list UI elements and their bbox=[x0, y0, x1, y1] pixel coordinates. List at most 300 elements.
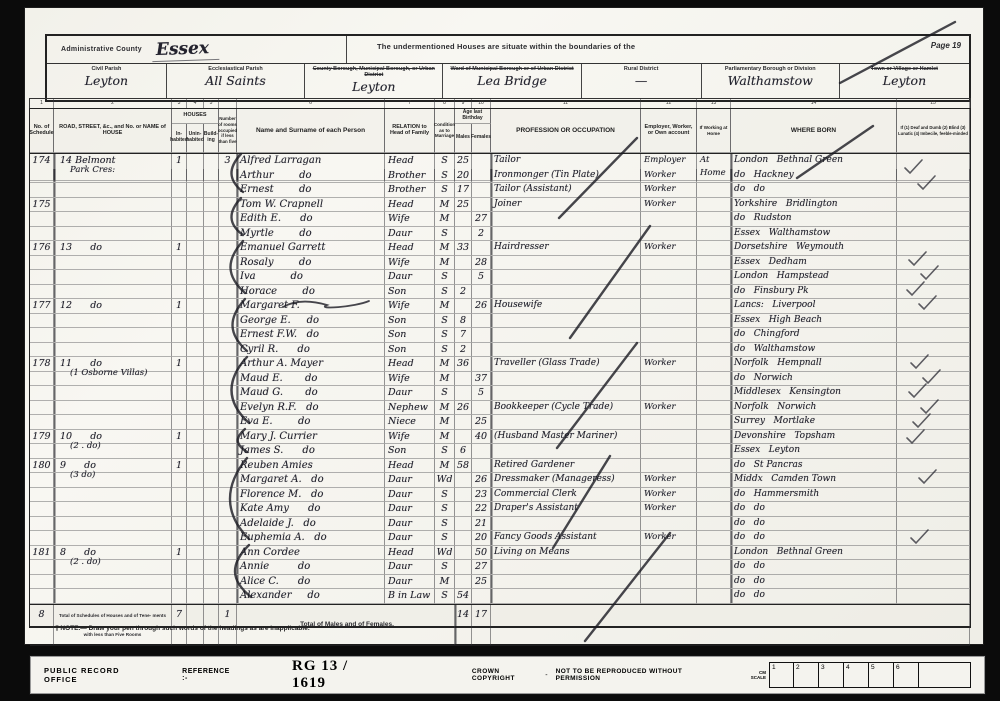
cell-employer bbox=[641, 314, 697, 329]
cell-rooms bbox=[219, 575, 237, 590]
cell-employer: Worker bbox=[641, 531, 697, 546]
cell-schedule bbox=[30, 560, 54, 575]
cell-relation: Head bbox=[385, 198, 435, 213]
cell-rooms bbox=[219, 560, 237, 575]
cell-age-male bbox=[455, 502, 472, 517]
cell-infirmity bbox=[897, 386, 970, 401]
cell-inhabited: 1 bbox=[172, 546, 187, 561]
column-number: 6 bbox=[237, 99, 385, 108]
cell-uninhabited bbox=[187, 328, 204, 343]
page-number: Page 19 bbox=[930, 41, 961, 50]
cell-relation: Head bbox=[385, 546, 435, 561]
cell-where-born: London Bethnal Green bbox=[731, 546, 897, 561]
cell-name: Tom W. Crapnell bbox=[237, 198, 385, 213]
table-body bbox=[29, 154, 971, 604]
cell-name: James S. do bbox=[237, 444, 385, 459]
cell-infirmity bbox=[897, 169, 970, 184]
cell-age-female bbox=[472, 183, 491, 198]
cell-working-home bbox=[697, 357, 731, 372]
cell-working-home: At Home bbox=[697, 154, 731, 181]
cell-age-female: 27 bbox=[472, 212, 491, 227]
cell-occupation: Dressmaker (Manageress) bbox=[491, 473, 641, 488]
cell-age-male bbox=[455, 546, 472, 561]
cm-ruler-cell: 1 bbox=[769, 662, 794, 688]
cell-condition: M bbox=[435, 372, 455, 387]
col-where-born: WHERE BORN bbox=[731, 109, 897, 153]
cell-age-male bbox=[455, 531, 472, 546]
cell-occupation: Hairdresser bbox=[491, 241, 641, 256]
col-occupation: PROFESSION OR OCCUPATION bbox=[491, 109, 641, 153]
cell-relation: Daur bbox=[385, 227, 435, 242]
cell-infirmity bbox=[897, 198, 970, 213]
cell-working-home bbox=[697, 343, 731, 358]
cell-inhabited bbox=[172, 502, 187, 517]
cell-uninhabited bbox=[187, 546, 204, 561]
col-houses-band: HOUSES bbox=[172, 109, 219, 124]
cell-working-home bbox=[697, 227, 731, 242]
table-row bbox=[30, 560, 970, 575]
cell-employer bbox=[641, 386, 697, 401]
cell-uninhabited bbox=[187, 183, 204, 198]
cell-employer bbox=[641, 328, 697, 343]
table-row bbox=[30, 328, 970, 343]
cell-schedule bbox=[30, 183, 54, 198]
table-row bbox=[30, 473, 970, 488]
cell-name: Annie do bbox=[237, 560, 385, 575]
cell-schedule bbox=[30, 589, 54, 604]
cell-rooms bbox=[219, 357, 237, 372]
table-row bbox=[30, 212, 970, 227]
cell-rooms bbox=[219, 227, 237, 242]
cell-schedule bbox=[30, 314, 54, 329]
cell-age-male bbox=[455, 299, 472, 314]
cell-employer bbox=[641, 299, 697, 314]
cell-age-male: 26 bbox=[455, 401, 472, 416]
cell-where-born: do St Pancras bbox=[731, 459, 897, 474]
table-row bbox=[30, 575, 970, 590]
cell-age-female bbox=[472, 285, 491, 300]
cell-inhabited bbox=[172, 415, 187, 430]
cell-where-born: Lancs: Liverpool bbox=[731, 299, 897, 314]
cell-inhabited bbox=[172, 183, 187, 198]
cell-inhabited bbox=[172, 198, 187, 213]
cell-age-female: 50 bbox=[472, 546, 491, 561]
cell-age-male bbox=[455, 430, 472, 445]
cell-uninhabited bbox=[187, 502, 204, 517]
col-males: Males bbox=[455, 124, 472, 153]
cell-street bbox=[54, 183, 172, 198]
cell-street bbox=[54, 227, 172, 242]
cell-building bbox=[204, 314, 219, 329]
cell-working-home bbox=[697, 589, 731, 604]
cell-relation: Wife bbox=[385, 256, 435, 271]
cell-age-female bbox=[472, 459, 491, 474]
cell-uninhabited bbox=[187, 270, 204, 285]
column-number: 15 bbox=[897, 99, 970, 108]
cell-building bbox=[204, 546, 219, 561]
cell-uninhabited bbox=[187, 256, 204, 271]
table-row bbox=[30, 589, 970, 604]
cell-infirmity bbox=[897, 256, 970, 271]
cell-building bbox=[204, 459, 219, 474]
cell-age-female: 26 bbox=[472, 473, 491, 488]
col-uninhabited: Unin-habited bbox=[187, 124, 204, 153]
cell-infirmity bbox=[897, 575, 970, 590]
cell-street: 13 do bbox=[54, 241, 172, 256]
col-building: Build-ing bbox=[204, 124, 219, 153]
cell-age-female: 5 bbox=[472, 270, 491, 285]
cell-inhabited: 1 bbox=[172, 241, 187, 256]
cell-building bbox=[204, 444, 219, 459]
cell-inhabited bbox=[172, 328, 187, 343]
cell-where-born: do do bbox=[731, 531, 897, 546]
cell-employer bbox=[641, 372, 697, 387]
cm-ruler-cell: 6 bbox=[894, 662, 919, 688]
cell-employer bbox=[641, 256, 697, 271]
cell-condition: S bbox=[435, 285, 455, 300]
cell-occupation: Tailor bbox=[491, 154, 641, 181]
cell-employer bbox=[641, 546, 697, 561]
cell-age-female: 25 bbox=[472, 575, 491, 590]
cell-inhabited bbox=[172, 444, 187, 459]
cell-schedule bbox=[30, 343, 54, 358]
cell-rooms bbox=[219, 488, 237, 503]
cell-street bbox=[54, 444, 172, 459]
cell-condition: S bbox=[435, 531, 455, 546]
cell-name: Horace do bbox=[237, 285, 385, 300]
cell-rooms bbox=[219, 531, 237, 546]
footnote: ¶ NOTE.— Draw your pen through such words of the headings as are inapplicable. bbox=[55, 625, 310, 632]
cell-schedule: 179 bbox=[30, 430, 54, 445]
cell-name: Euphemia A. do bbox=[237, 531, 385, 546]
cell-rooms bbox=[219, 212, 237, 227]
cell-infirmity bbox=[897, 343, 970, 358]
cell-schedule: 181 bbox=[30, 546, 54, 561]
cell-uninhabited bbox=[187, 560, 204, 575]
crown-copyright: CROWN COPYRIGHT bbox=[471, 668, 515, 682]
cell-where-born: London Hampstead bbox=[731, 270, 897, 285]
column-number: 5 bbox=[204, 99, 219, 108]
col-infirmity: If (1) Deaf and Dumb (2) Blind (3) Lunatic (4) Imbecile, feeble-minded bbox=[897, 109, 970, 153]
cell-age-male bbox=[455, 517, 472, 532]
cell-working-home bbox=[697, 401, 731, 416]
cell-inhabited bbox=[172, 372, 187, 387]
cell-rooms bbox=[219, 517, 237, 532]
cell-age-female: 23 bbox=[472, 488, 491, 503]
header-row-county bbox=[47, 36, 969, 64]
cell-inhabited bbox=[172, 227, 187, 242]
cell-rooms bbox=[219, 546, 237, 561]
cell-inhabited: 1 bbox=[172, 430, 187, 445]
cell-where-born: do Hackney bbox=[731, 169, 897, 184]
census-sheet bbox=[25, 8, 983, 644]
cell-occupation: Tailor (Assistant) bbox=[491, 183, 641, 198]
cell-building bbox=[204, 401, 219, 416]
cell-occupation bbox=[491, 415, 641, 430]
cell-age-male: 2 bbox=[455, 285, 472, 300]
cell-rooms bbox=[219, 502, 237, 517]
reproduction-notice: NOT TO BE REPRODUCED WITHOUT PERMISSION bbox=[555, 668, 683, 682]
cell-occupation bbox=[491, 285, 641, 300]
cell-condition: M bbox=[435, 401, 455, 416]
cell-street bbox=[54, 372, 172, 387]
cell-working-home bbox=[697, 299, 731, 314]
cell-working-home bbox=[697, 517, 731, 532]
cell-street bbox=[54, 314, 172, 329]
column-number: 8 bbox=[435, 99, 455, 108]
cell-age-male bbox=[455, 386, 472, 401]
cell-occupation bbox=[491, 270, 641, 285]
cell-working-home bbox=[697, 183, 731, 198]
cell-building bbox=[204, 517, 219, 532]
cell-rooms bbox=[219, 169, 237, 184]
cell-building bbox=[204, 473, 219, 488]
cell-schedule bbox=[30, 444, 54, 459]
cell-occupation bbox=[491, 517, 641, 532]
cell-age-male: 33 bbox=[455, 241, 472, 256]
cell-building bbox=[204, 183, 219, 198]
cell-street: 12 do bbox=[54, 299, 172, 314]
cell-schedule: 175 bbox=[30, 198, 54, 213]
cell-employer bbox=[641, 517, 697, 532]
cell-building bbox=[204, 531, 219, 546]
cell-condition: M bbox=[435, 459, 455, 474]
cell-inhabited: 1 bbox=[172, 357, 187, 372]
cell-where-born: Middlesex Kensington bbox=[731, 386, 897, 401]
column-number: 4 bbox=[187, 99, 204, 108]
cell-name: Emanuel Garrett bbox=[237, 241, 385, 256]
col-females: Females bbox=[472, 124, 491, 153]
area-ecclesiastical-parish: Ecclesiastical Parish All Saints bbox=[167, 64, 305, 99]
cell-schedule: 177 bbox=[30, 299, 54, 314]
cell-schedule bbox=[30, 473, 54, 488]
cell-rooms bbox=[219, 343, 237, 358]
cell-name: George E. do bbox=[237, 314, 385, 329]
separator-dash: - bbox=[545, 671, 548, 679]
cell-uninhabited bbox=[187, 357, 204, 372]
cell-relation: Niece bbox=[385, 415, 435, 430]
cell-condition: M bbox=[435, 241, 455, 256]
cell-relation: Head bbox=[385, 154, 435, 181]
cell-infirmity bbox=[897, 444, 970, 459]
cell-condition: M bbox=[435, 357, 455, 372]
cell-rooms bbox=[219, 401, 237, 416]
cell-occupation: Draper's Assistant bbox=[491, 502, 641, 517]
cell-occupation: Housewife bbox=[491, 299, 641, 314]
cell-street bbox=[54, 256, 172, 271]
cell-name: Arthur A. Mayer bbox=[237, 357, 385, 372]
column-number: 7 bbox=[385, 99, 435, 108]
cell-inhabited bbox=[172, 212, 187, 227]
cell-uninhabited bbox=[187, 386, 204, 401]
col-rooms: Number of rooms occupied if less than five bbox=[219, 109, 237, 153]
cell-street bbox=[54, 560, 172, 575]
cell-street: 11 do (1 Osborne Villas) bbox=[54, 357, 172, 372]
cell-working-home bbox=[697, 473, 731, 488]
column-number: 10 bbox=[472, 99, 491, 108]
cell-uninhabited bbox=[187, 473, 204, 488]
table-row bbox=[30, 401, 970, 416]
cell-condition: M bbox=[435, 575, 455, 590]
cell-uninhabited bbox=[187, 343, 204, 358]
cell-occupation bbox=[491, 314, 641, 329]
cell-uninhabited bbox=[187, 241, 204, 256]
cell-uninhabited bbox=[187, 314, 204, 329]
cell-street bbox=[54, 531, 172, 546]
cell-inhabited bbox=[172, 517, 187, 532]
sheet-header bbox=[45, 34, 971, 102]
cell-age-male bbox=[455, 488, 472, 503]
cell-uninhabited bbox=[187, 459, 204, 474]
cell-where-born: do Rudston bbox=[731, 212, 897, 227]
cell-condition: M bbox=[435, 212, 455, 227]
cell-relation: Daur bbox=[385, 270, 435, 285]
reference-bar bbox=[30, 656, 985, 694]
cell-street bbox=[54, 270, 172, 285]
cell-where-born: do do bbox=[731, 560, 897, 575]
col-age-band: Age last Birthday bbox=[455, 109, 491, 124]
cell-condition: S bbox=[435, 328, 455, 343]
cell-working-home bbox=[697, 270, 731, 285]
cell-schedule bbox=[30, 227, 54, 242]
cell-relation: Son bbox=[385, 314, 435, 329]
cell-age-male: 7 bbox=[455, 328, 472, 343]
area-civil-parish: Civil Parish Leyton bbox=[47, 64, 167, 99]
cell-relation: Daur bbox=[385, 488, 435, 503]
cell-where-born: do Norwich bbox=[731, 372, 897, 387]
column-number: 12 bbox=[641, 99, 697, 108]
cell-building bbox=[204, 256, 219, 271]
cell-relation: Daur bbox=[385, 502, 435, 517]
cell-inhabited bbox=[172, 270, 187, 285]
cell-where-born: Essex High Beach bbox=[731, 314, 897, 329]
cell-employer bbox=[641, 285, 697, 300]
cell-inhabited bbox=[172, 589, 187, 604]
cell-employer bbox=[641, 589, 697, 604]
cell-occupation bbox=[491, 227, 641, 242]
cell-employer bbox=[641, 430, 697, 445]
cell-occupation: Bookkeeper (Cycle Trade) bbox=[491, 401, 641, 416]
cell-rooms bbox=[219, 285, 237, 300]
cell-working-home bbox=[697, 285, 731, 300]
cell-inhabited bbox=[172, 285, 187, 300]
cell-relation: Head bbox=[385, 459, 435, 474]
cell-working-home bbox=[697, 212, 731, 227]
cell-infirmity bbox=[897, 241, 970, 256]
cell-where-born: Essex Dedham bbox=[731, 256, 897, 271]
cell-name: Mary J. Currier bbox=[237, 430, 385, 445]
cell-infirmity bbox=[897, 270, 970, 285]
cell-name: Evelyn R.F. do bbox=[237, 401, 385, 416]
cell-schedule: 176 bbox=[30, 241, 54, 256]
cell-employer: Worker bbox=[641, 473, 697, 488]
table-row bbox=[30, 227, 970, 242]
area-ward: Ward of Municipal Borough or of Urban District Lea Bridge bbox=[443, 64, 581, 99]
cell-relation: Wife bbox=[385, 372, 435, 387]
cell-occupation bbox=[491, 560, 641, 575]
cell-building bbox=[204, 560, 219, 575]
cell-employer: Worker bbox=[641, 401, 697, 416]
cell-infirmity bbox=[897, 517, 970, 532]
cell-rooms: 3 bbox=[219, 154, 237, 181]
cell-where-born: Middx Camden Town bbox=[731, 473, 897, 488]
cell-employer bbox=[641, 444, 697, 459]
cell-uninhabited bbox=[187, 488, 204, 503]
cell-inhabited bbox=[172, 343, 187, 358]
cell-street bbox=[54, 386, 172, 401]
cell-schedule bbox=[30, 256, 54, 271]
cell-employer bbox=[641, 459, 697, 474]
cell-condition: M bbox=[435, 430, 455, 445]
total-rooms: 1 bbox=[219, 605, 237, 646]
total-males-females-label: Total of Males and of Females. bbox=[237, 605, 455, 646]
cell-infirmity bbox=[897, 183, 970, 198]
cell-employer: Employer bbox=[641, 154, 697, 181]
cell-occupation: Fancy Goods Assistant bbox=[491, 531, 641, 546]
cell-name: Ernest do bbox=[237, 183, 385, 198]
table-header bbox=[29, 108, 971, 154]
cell-age-female bbox=[472, 357, 491, 372]
cell-building bbox=[204, 430, 219, 445]
cell-relation: Son bbox=[385, 343, 435, 358]
cell-employer bbox=[641, 575, 697, 590]
col-name: Name and Surname of each Person bbox=[237, 109, 385, 153]
cell-street bbox=[54, 328, 172, 343]
cell-where-born: Devonshire Topsham bbox=[731, 430, 897, 445]
cell-building bbox=[204, 372, 219, 387]
cell-occupation: (Husband Master Mariner) bbox=[491, 430, 641, 445]
cell-employer bbox=[641, 212, 697, 227]
cell-street bbox=[54, 575, 172, 590]
table-row bbox=[30, 343, 970, 358]
cell-age-male bbox=[455, 227, 472, 242]
column-number: 14 bbox=[731, 99, 897, 108]
cell-age-female: 20 bbox=[472, 531, 491, 546]
cell-age-male bbox=[455, 473, 472, 488]
column-number: 2 bbox=[54, 99, 172, 108]
admin-county-label: Administrative County bbox=[61, 46, 142, 53]
cell-uninhabited bbox=[187, 401, 204, 416]
cell-age-male bbox=[455, 415, 472, 430]
cell-uninhabited bbox=[187, 517, 204, 532]
col-working-home: If Working at Home bbox=[697, 109, 731, 153]
cell-building bbox=[204, 227, 219, 242]
cell-infirmity bbox=[897, 415, 970, 430]
cell-condition: S bbox=[435, 314, 455, 329]
cell-name: Iva do bbox=[237, 270, 385, 285]
cell-inhabited bbox=[172, 169, 187, 184]
cell-age-male: 25 bbox=[455, 154, 472, 181]
cell-rooms bbox=[219, 473, 237, 488]
cell-age-male bbox=[455, 212, 472, 227]
cell-relation: Son bbox=[385, 444, 435, 459]
cell-working-home bbox=[697, 328, 731, 343]
total-females: 17 bbox=[472, 605, 491, 646]
cell-employer: Worker bbox=[641, 198, 697, 213]
cell-age-female bbox=[472, 343, 491, 358]
cell-occupation bbox=[491, 575, 641, 590]
cell-uninhabited bbox=[187, 589, 204, 604]
cell-uninhabited bbox=[187, 212, 204, 227]
table-row bbox=[30, 299, 970, 314]
cell-inhabited: 1 bbox=[172, 299, 187, 314]
table-row bbox=[30, 241, 970, 256]
cell-condition: S bbox=[435, 444, 455, 459]
cell-building bbox=[204, 241, 219, 256]
cell-infirmity bbox=[897, 459, 970, 474]
cell-where-born: do Chingford bbox=[731, 328, 897, 343]
cell-infirmity bbox=[897, 299, 970, 314]
